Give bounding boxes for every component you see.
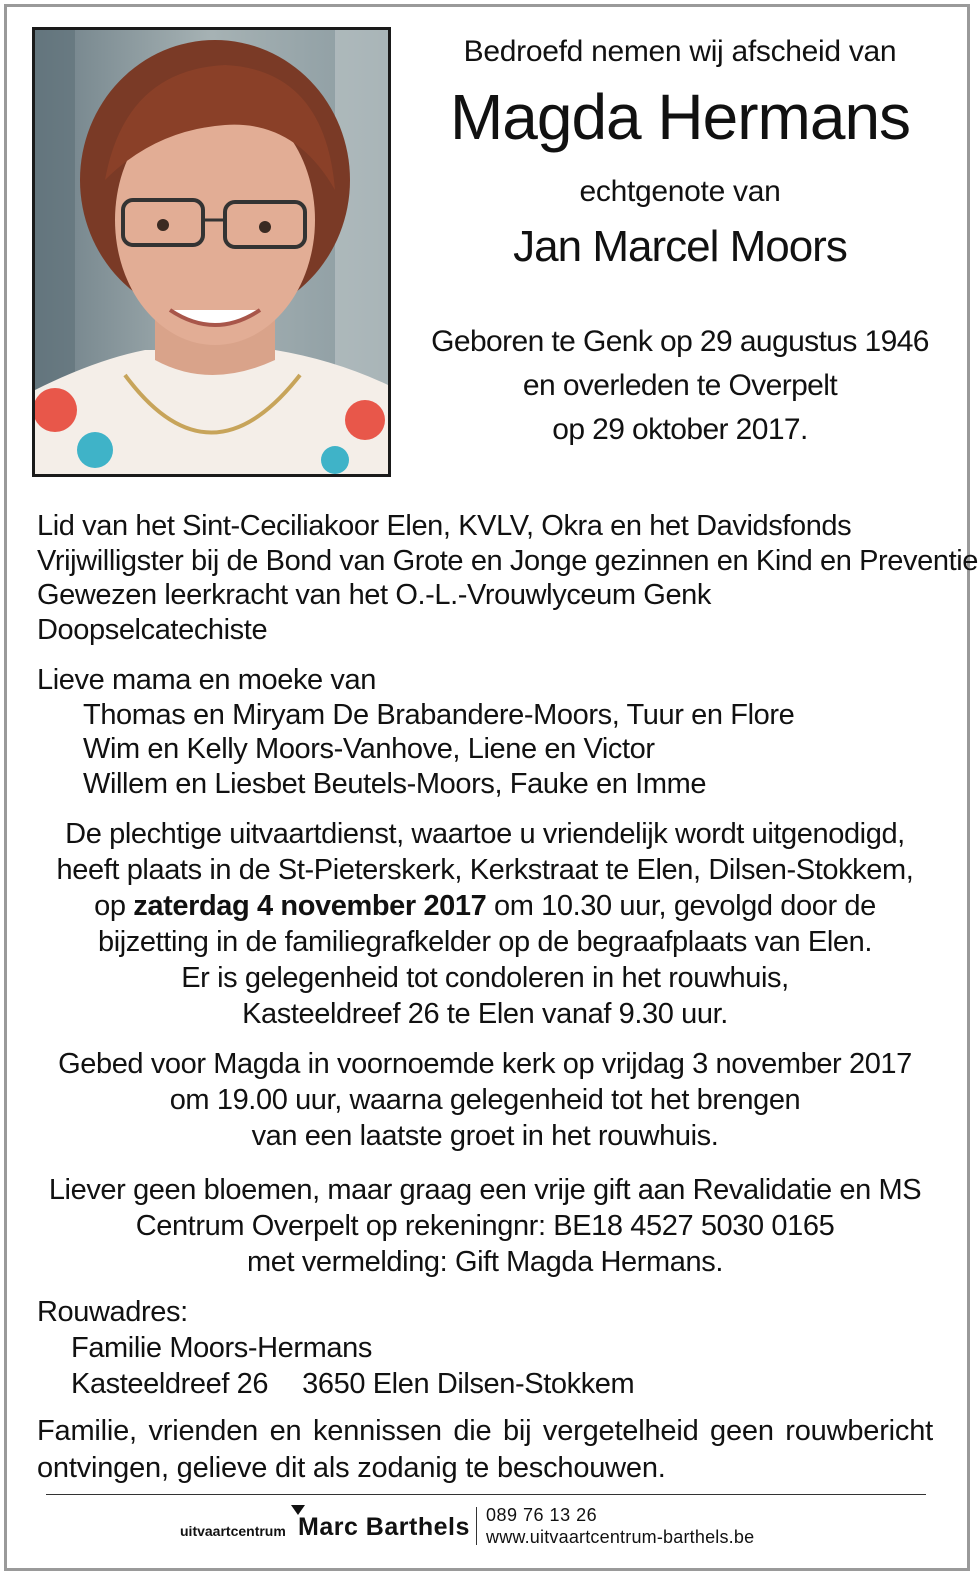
mourning-address	[37, 1294, 634, 1402]
donation-line: met vermelding: Gift Magda Hermans.	[247, 1246, 723, 1278]
address-line	[37, 1366, 634, 1402]
membership-line: Gewezen leerkracht van het O.-L.-Vrouwlyceum Genk	[37, 579, 712, 611]
service-line: heeft plaats in de St-Pieterskerk, Kerkstraat te Elen, Dilsen-Stokkem,	[56, 854, 914, 886]
address-family: Familie Moors-Hermans	[71, 1332, 372, 1364]
prayer-line: om 19.00 uur, waarna gelegenheid tot het brengen	[169, 1084, 801, 1116]
service-date-prefix: op	[94, 890, 134, 922]
donation-line: Liever geen bloemen, maar graag een vrije gift aan Revalidatie en MS	[48, 1174, 922, 1206]
address-street: Kasteeldreef 26	[71, 1368, 269, 1400]
closing-line: ontvingen, gelieve dit als zodanig te beschouwen.	[37, 1452, 666, 1484]
funeral-home-footer	[180, 1505, 800, 1555]
service-line: De plechtige uitvaartdienst, waartoe u vriendelijk wordt uitgenodigd,	[65, 818, 905, 850]
closing-note	[37, 1413, 933, 1487]
prayer-line: Gebed voor Magda in voornoemde kerk op vrijdag 3 november 2017	[58, 1048, 912, 1080]
donation-line: Centrum Overpelt op rekeningnr: BE18 4527 5030 0165	[135, 1210, 835, 1242]
phone-number: 089 76 13 26	[486, 1505, 598, 1525]
portrait-photo	[32, 27, 391, 477]
deceased-name: Magda Hermans	[449, 81, 911, 153]
memberships	[37, 509, 978, 647]
family-member: Willem en Liesbet Beutels-Moors, Fauke en Imme	[83, 767, 707, 800]
footer-divider	[46, 1494, 926, 1495]
service-line: bijzetting in de familiegrafkelder op de begraafplaats van Elen.	[97, 926, 872, 958]
service-line: Kasteeldreef 26 te Elen vanaf 9.30 uur.	[242, 998, 728, 1030]
brand-name: Marc Barthels	[298, 1513, 470, 1541]
prayer-line: van een laatste groet in het rouwhuis.	[251, 1120, 719, 1152]
donation-info	[20, 1172, 950, 1280]
membership-line: Vrijwilligster bij de Bond van Grote en Jonge gezinnen en Kind en Preventie	[37, 544, 979, 577]
brand-small-text: uitvaartcentrum	[180, 1523, 286, 1539]
membership-line: Doopselcatechiste	[37, 613, 268, 646]
service-date: zaterdag 4 november 2017	[133, 890, 487, 922]
service-date-line	[20, 888, 950, 924]
death-place-line: en overleden te Overpelt	[522, 369, 838, 402]
footer-separator	[476, 1507, 477, 1545]
family-member: Thomas en Miryam De Brabandere-Moors, Tuur en Flore	[83, 698, 795, 731]
address-city: 3650 Elen Dilsen-Stokkem	[302, 1368, 635, 1400]
membership-line: Lid van het Sint-Ceciliakoor Elen, KVLV, Okra en het Davidsfonds	[37, 510, 852, 542]
prayer-info	[20, 1046, 950, 1154]
portrait-image	[35, 30, 388, 474]
website-link[interactable]: www.uitvaartcentrum-barthels.be	[486, 1527, 755, 1547]
death-date-line: op 29 oktober 2017.	[552, 413, 808, 446]
service-line: Er is gelegenheid tot condoleren in het rouwhuis,	[181, 962, 789, 994]
service-date-suffix: om 10.30 uur, gevolgd door de	[486, 890, 876, 922]
service-info	[20, 816, 950, 1032]
life-dates	[420, 320, 940, 452]
address-title: Rouwadres:	[37, 1296, 188, 1328]
birth-line: Geboren te Genk op 29 augustus 1946	[431, 325, 929, 358]
family-member: Wim en Kelly Moors-Vanhove, Liene en Victor	[83, 733, 655, 765]
intro-text: Bedroefd nemen wij afscheid van	[463, 35, 897, 68]
closing-line: Familie, vrienden en kennissen die bij vergetelheid geen rouwbericht	[37, 1415, 933, 1447]
family-title: Lieve mama en moeke van	[37, 664, 376, 696]
family-list	[37, 663, 794, 801]
spouse-label: echtgenote van	[579, 175, 781, 208]
spouse-name: Jan Marcel Moors	[513, 222, 847, 271]
